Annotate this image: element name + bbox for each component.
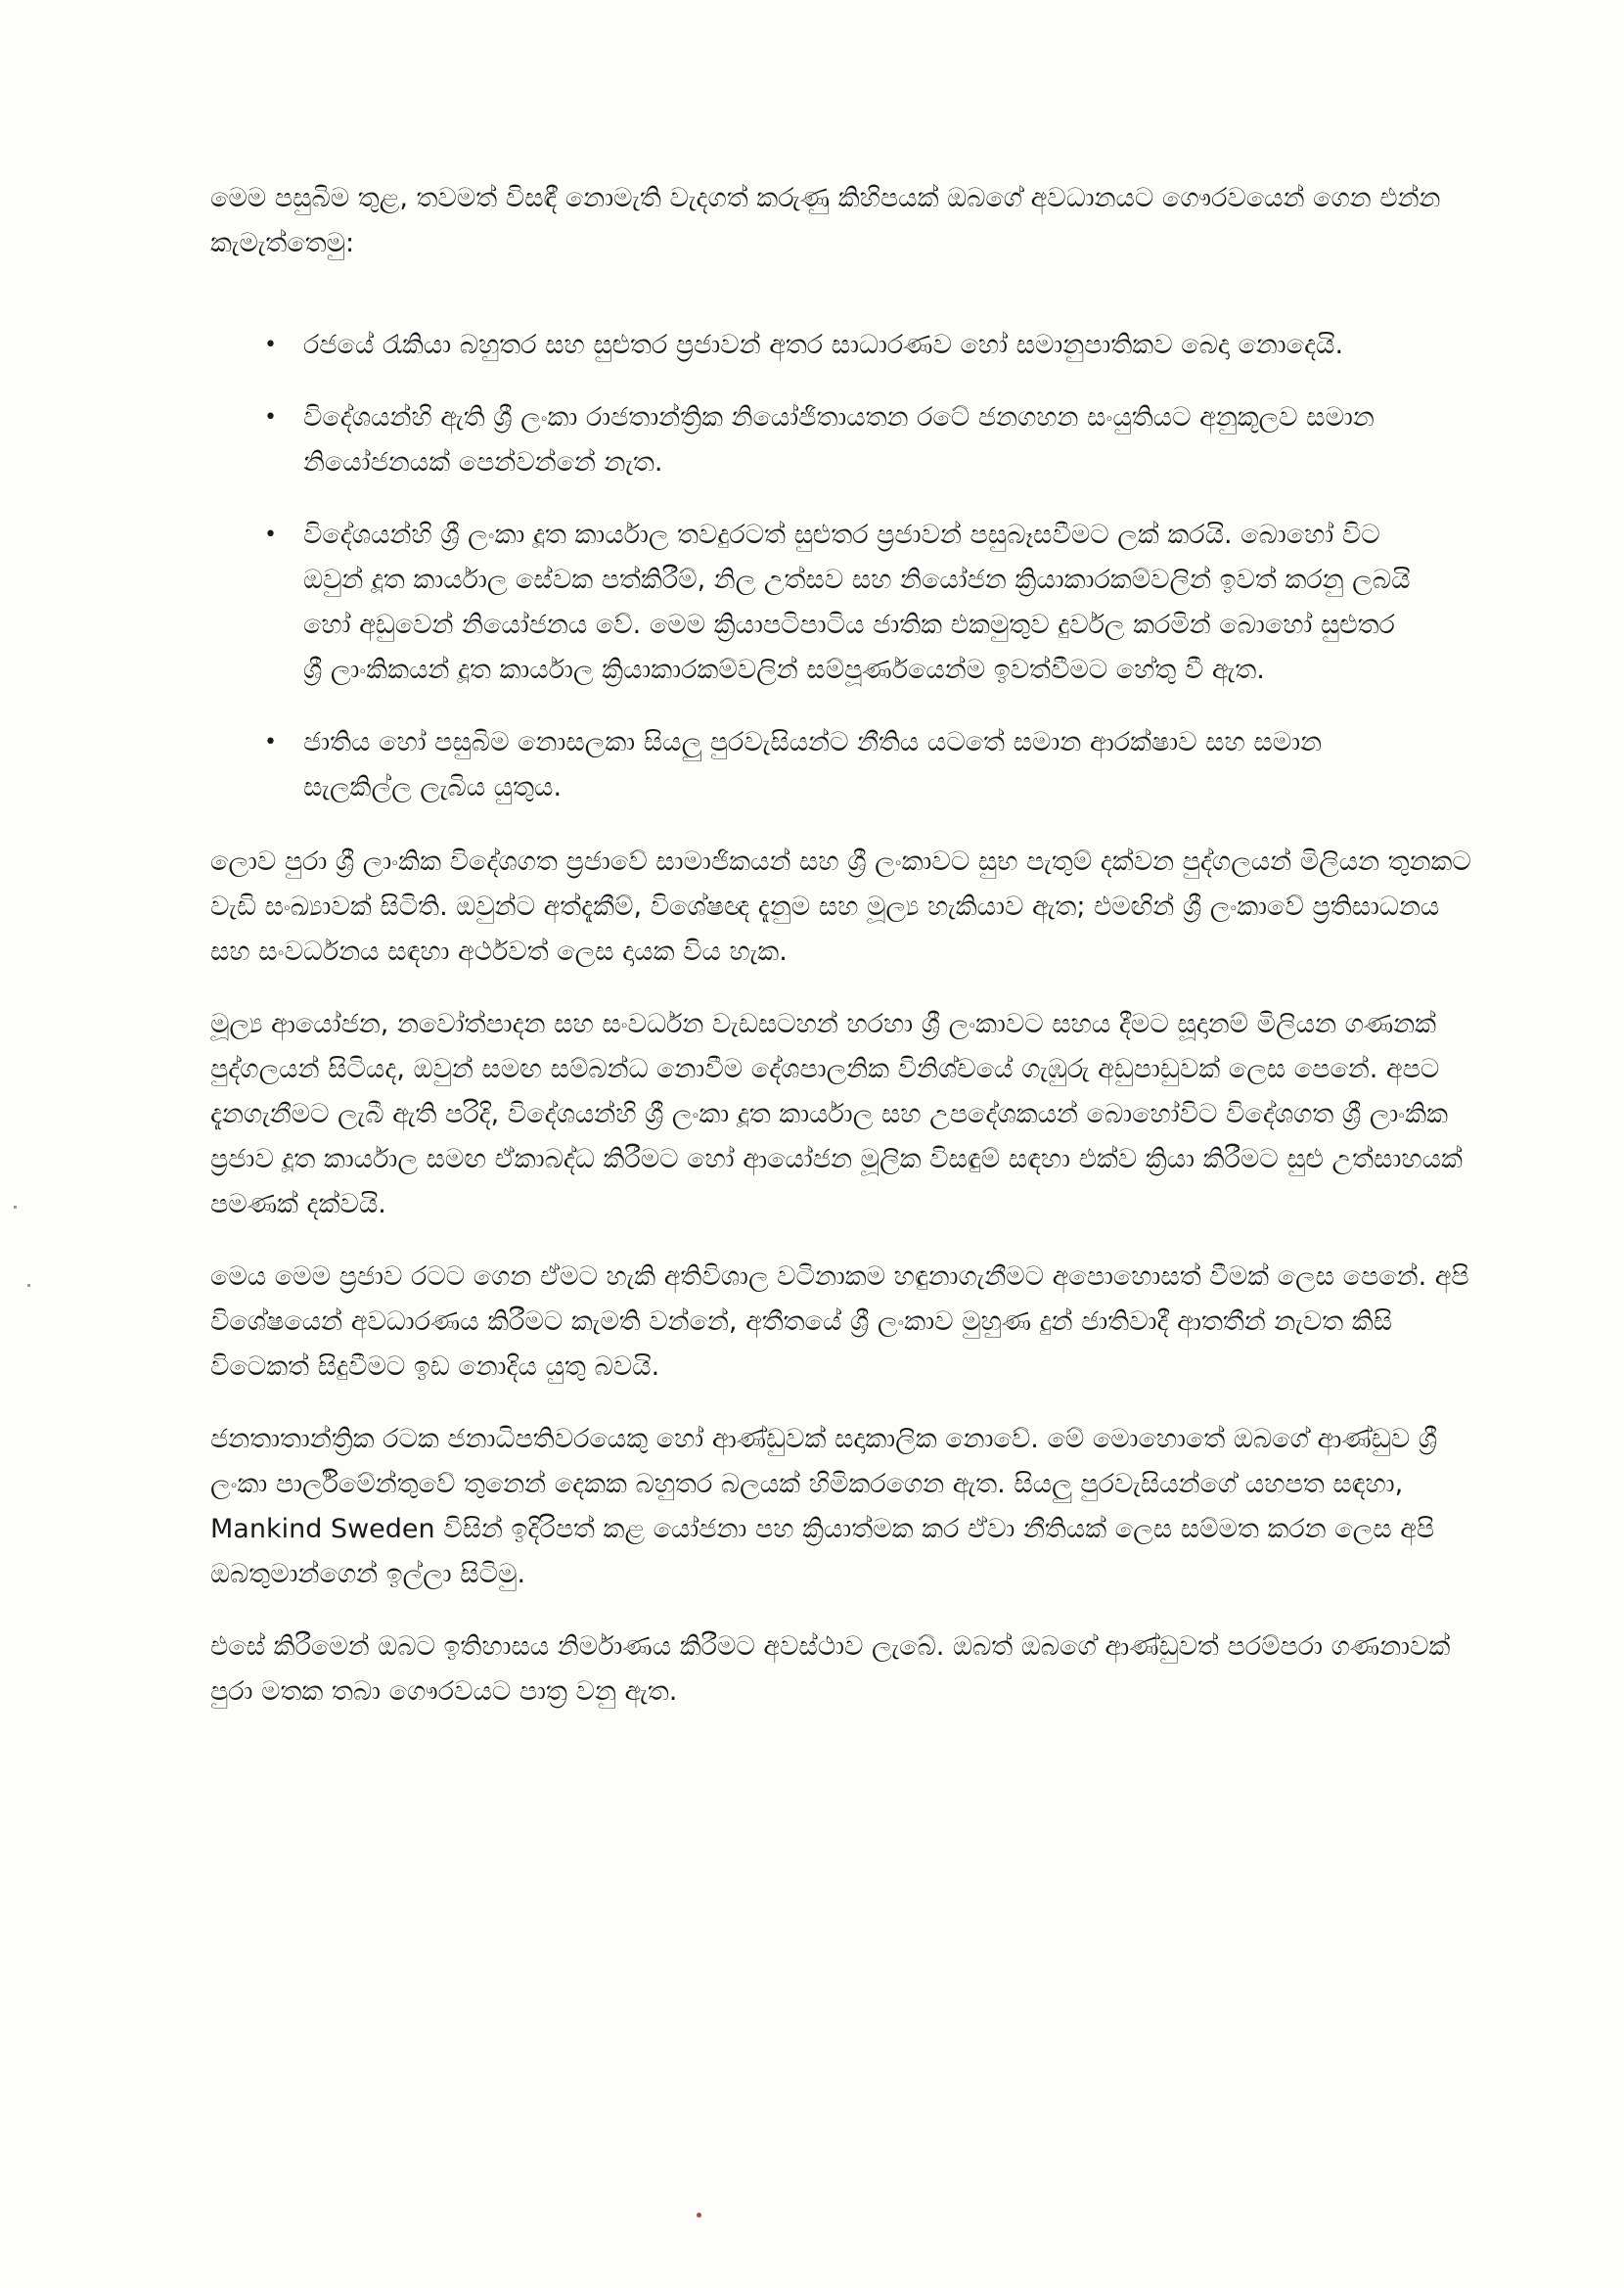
list-item (210, 720, 1419, 810)
list-item (210, 395, 1419, 485)
scan-speck (697, 2213, 701, 2218)
list-item (210, 513, 1419, 693)
list-item (210, 323, 1419, 368)
scan-edge-mark (27, 1284, 30, 1287)
body-paragraph: ලොව පුරා ශ්‍රී ලාංකික විදේශගත ප්‍රජාවේ සාමාජිකයන් සහ ශ්‍රී ලංකාවට සුභ පැතුම් දක්වන පුද්ගලයන් මිලියන තුනකට වැඩි සංඛ්‍යාවක් සිටිති. ඔවුන්ට අත්දැකීම්, විශේෂඥ දැනුම සහ මූල්‍ය හැකියාව ඇත; එමඟින් ශ්‍රී ලංකාවේ ප්‍රතිසාධනය සහ සංවර්ධනය සඳහා අර්ථවත් ලෙස දායක විය හැක. (210, 847, 1471, 967)
body-paragraph: මෙය මෙම ප්‍රජාව රටට ගෙන ඒමට හැකි අතිවිශාල වටිනාකම හඳුනාගැනීමට අපොහොසත් වීමක් ලෙස පෙනේ. අපි විශේෂයෙන් අවධාරණය කිරීමට කැමති වන්නේ, අතීතයේ ශ්‍රී ලංකාව මුහුණ දුන් ජාතිවාදී ආතතීන් නැවත කිසි විටෙකත් සිදුවීමට ඉඩ නොදිය යුතු බවයි. (210, 1261, 1469, 1382)
concerns-list (210, 323, 1482, 810)
bullet-icon: • (264, 405, 277, 430)
body-paragraph: මූල්‍ය ආයෝජන, නවෝත්පාදන සහ සංවර්ධන වැඩසටහන් හරහා ශ්‍රී ලංකාවට සහය දීමට සූදානම් මිලියන ගණනක් පුද්ගලයන් සිටියද, ඔවුන් සමඟ සම්බන්ධ නොවීම දේශපාලනික විනිශ්චයේ ගැඹුරු අඩුපාඩුවක් ලෙස පෙනේ. අපට දැනගැනීමට ලැබී ඇති පරිදි, විදේශයන්හි ශ්‍රී ලංකා දූත කාර්යාල සහ උපදේශකයන් බොහෝවිට විදේශගත ශ්‍රී ලාංකික ප්‍රජාව දූත කාර්යාල සමඟ ඒකාබද්ධ කිරීමට හෝ ආයෝජන මූලික විසඳුම් සඳහා එක්ව ක්‍රියා කිරීමට සුළු උත්සාහයක් පමණක් දක්වයි. (210, 1009, 1463, 1219)
intro-paragraph: මෙම පසුබිම තුළ, තවමත් විසඳී නොමැති වැදගත් කරුණු කිහිපයක් ඔබගේ අවධානයට ගෞරවයෙන් ගෙන එන්න කැමැත්තෙමු: (210, 183, 1441, 258)
scan-edge-mark (14, 1206, 17, 1209)
list-item-text: ජාතිය හෝ පසුබිම නොසලකා සියලු පුරවැසියන්ට නීතිය යටතේ සමාන ආරක්ෂාව සහ සමාන සැලකිල්ල ලැබිය යුතුය. (303, 727, 1322, 802)
body-paragraph: එසේ කිරීමෙන් ඔබට ඉතිහාසය නිර්මාණය කිරීමට අවස්ථාව ලැබේ. ඔබත් ඔබගේ ආණ්ඩුවත් පරම්පරා ගණනාවක් පුරා මතක තබා ගෞරවයට පාත්‍ර වනු ඇත. (210, 1631, 1451, 1707)
document-body (210, 176, 1482, 1742)
bullet-icon: • (264, 730, 277, 755)
list-item-text: විදේශයන්හි ඇති ශ්‍රී ලංකා රාජතාන්ත්‍රික නියෝජිතායතන රටේ ජනගහන සංයුතියට අනුකූලව සමාන නියෝජනයක් පෙන්වන්නේ නැත. (303, 402, 1375, 478)
bullet-icon: • (264, 523, 277, 547)
body-paragraph: ජනතාතාන්ත්‍රික රටක ජනාධිපතිවරයෙකු හෝ ආණ්ඩුවක් සදාකාලික නොවේ. මේ මොහොතේ ඔබගේ ආණ්ඩුව ශ්‍රී ලංකා පාර්ලිමේන්තුවේ තුනෙන් දෙකක බහුතර බලයක් හිමිකරගෙන ඇත. සියලු පුරවැසියන්ගේ යහපත සඳහා, Mankind Sweden විසින් ඉදිරිපත් කළ යෝජනා පහ ක්‍රියාත්මක කර ඒවා නීතියක් ලෙස සම්මත කරන ලෙස අපි ඔබතුමාන්ගෙන් ඉල්ලා සිටිමු. (210, 1424, 1438, 1589)
list-item-text: රජයේ රැකියා බහුතර සහ සුළුතර ප්‍රජාවන් අතර සාධාරණව හෝ සමානුපාතිකව බෙදා නොදෙයි. (303, 330, 1344, 360)
list-item-text: විදේශයන්හි ශ්‍රී ලංකා දූත කාර්යාල තවදුරටත් සුළුතර ප්‍රජාවන් පසුබෑසවීමට ලක් කරයි. බොහෝ විට ඔවුන් දූත කාර්යාල සේවක පත්කිරීම්, නිල උත්සව සහ නියෝජන ක්‍රියාකාරකම්වලින් ඉවත් කරනු ලබයි හෝ අඩුවෙන් නියෝජනය වේ. මෙම ක්‍රියාපටිපාටිය ජාතික එකමුතුව දුර්වල කරමින් බොහෝ සුළුතර ශ්‍රී ලාංකිකයන් දූත කාර්යාල ක්‍රියාකාරකම්වලින් සම්පූර්ණයෙන්ම ඉවත්වීමට හේතු වී ඇත. (303, 520, 1411, 685)
bullet-icon: • (264, 333, 277, 357)
